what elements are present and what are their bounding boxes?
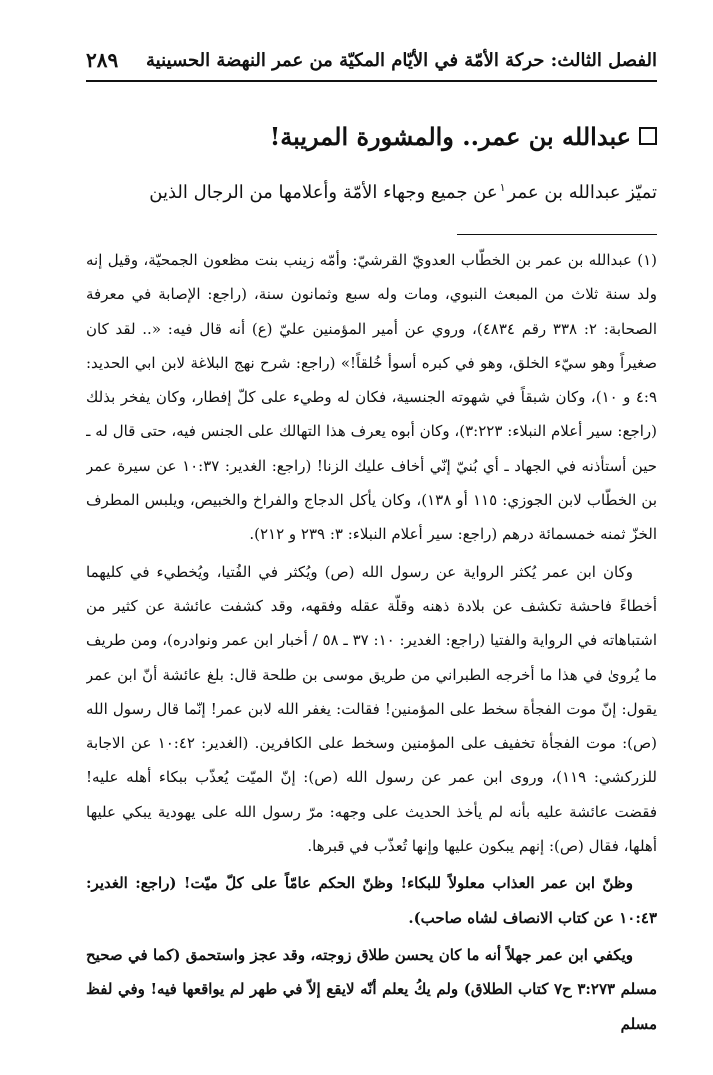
section-heading (86, 118, 657, 154)
intro-paragraph (86, 168, 657, 208)
chapter-title: الفصل الثالث: حركة الأمّة في الأيّام المكيّة من عمر النهضة الحسينية (146, 49, 657, 71)
footnote-paragraph-4: ويكفي ابن عمر جهلاً أنه ما كان يحسن طلاق زوجته، وقد عجز واستحمق (كما في صحيح مسلم ٣:٢٧٣ ح٧ كتاب الطلاق) ولم يكُ يعلم أنّه لايقع إلاّ في طهر لم يواقعها فيه! وفي لفظ مسلم (86, 945, 657, 1033)
square-icon (639, 127, 657, 145)
footnote-divider (457, 234, 657, 235)
footnote-paragraph-3: وظنّ ابن عمر العذاب معلولاً للبكاء! وظنّ الحكم عامّاً على كلّ ميّت! (راجع: الغدير: ١٠:٤٣ عن كتاب الانصاف لشاه صاحب). (86, 874, 657, 927)
footnote-paragraph-1: (١) عبدالله بن عمر بن الخطّاب العدويّ القرشيّ: وأمّه زينب بنت مظعون الجمحيّة، وقيل إنه ولد سنة ثلاث من المبعث النبوي، ومات وله سبع وثمانون سنة، (راجع: الإصابة في معرفة الصحابة: ٢: ٣٣٨ رقم ٤٨٣٤)، وروي عن أمير المؤمنين عليّ (ع) أنه قال فيه: «.. لقد كان صغيراً وهو سيّء الخلق، وهو في كبره أسوأ خُلقاً!» (راجع: شرح نهج البلاغة لابن ابي الحديد: ٤:٩ و ١٠)، وكان شبقاً في شهوته الجنسية، فكان له وطيء على كلّ إفطار، وكان يفخر بذلك (راجع: سير أعلام النبلاء: ٣:٢٢٣)، وكان أبوه يعرف هذا التهالك على الجنس فيه، حتى قال له ـ حين أستأذنه في الجهاد ـ أي بُنيّ إنّي أخاف عليك الزنا! (راجع: الغدير: ١٠:٣٧ عن سيرة عمر بن الخطّاب لابن الجوزي: ١١٥ أو ١٣٨)، وكان يأكل الدجاج والفراخ والخبيص، ويلبس المطرف الخزّ ثمنه خمسمائة درهم (راجع: سير أعلام النبلاء: ٣: ٢٣٩ و ٢١٢). (86, 251, 657, 544)
intro-text-start: تميّز عبدالله بن عمر (507, 182, 657, 203)
page-number: ٢٨٩ (86, 48, 119, 72)
page-header (86, 40, 657, 82)
section-heading-text: عبدالله بن عمر.. والمشورة المريبة! (269, 121, 631, 151)
intro-text-end: عن جميع وجهاء الأمّة وأعلامها من الرجال الذين (149, 182, 498, 203)
footnote-marker[interactable]: ١ (499, 181, 506, 194)
footnote-paragraph-2: وكان ابن عمر يُكثر الرواية عن رسول الله (ص) ويُكثر في الفُتيا، ويُخطيء في كليهما أخطاءً فاحشة تكشف عن بلادة ذهنه وقلّة عقله وفقهه، وقد كشفت عائشة عن كثير من اشتباهاته في الرواية والفتيا (راجع: الغدير: ١٠: ٣٧ ـ ٥٨ / أخبار ابن عمر ونوادره)، ومن طريف ما يُروىٰ في هذا ما أخرجه الطبراني من طريق موسى بن طلحة قال: بلغ عائشة أنّ ابن عمر يقول: إنّ موت الفجأة سخط على المؤمنين! فقالت: يغفر الله لابن عمر! إنّما قال رسول الله (ص): موت الفجأة تخفيف على المؤمنين وسخط على الكافرين. (الغدير: ١٠:٤٢ عن الاجابة للزركشي: ١١٩)، وروى ابن عمر عن رسول الله (ص): إنّ الميّت يُعذّب ببكاء أهله عليه! فقضت عائشة عليه بأنه لم يأخذ الحديث على وجهه: مرّ رسول الله على يهودية يبكي عليها أهلها، فقال (ص): إنهم يبكون عليها وإنها تُعذّب في قبرها. (86, 562, 657, 856)
footnotes (86, 243, 657, 1059)
